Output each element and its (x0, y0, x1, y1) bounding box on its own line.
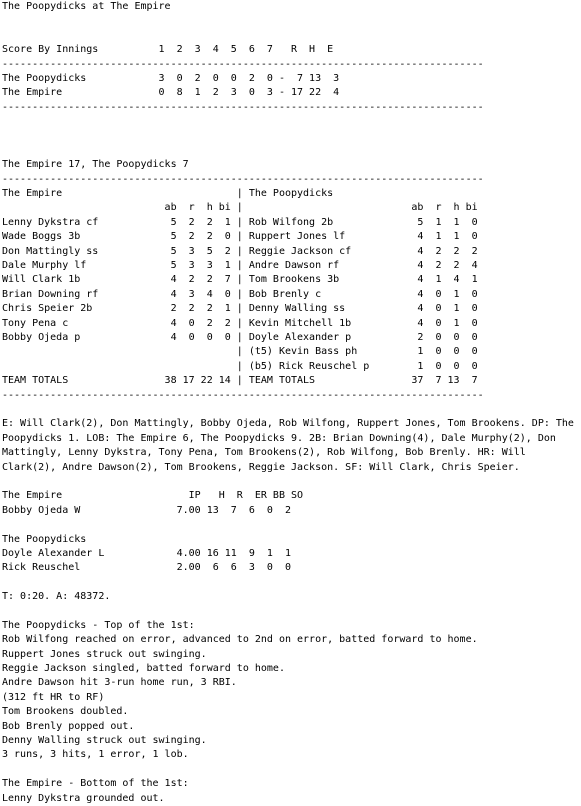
play-line: 3 runs, 3 hits, 1 error, 1 lob. (2, 749, 189, 761)
play-line: Bob Brenly popped out. (2, 720, 135, 732)
inning-header: The Poopydicks - Top of the 1st: (2, 619, 195, 631)
batting-row: Dale Murphy lf 5 3 3 1 | Andre Dawson rf 4 2 2 4 (2, 260, 478, 272)
play-line: Andre Dawson hit 3-run home run, 3 RBI. (2, 677, 237, 689)
box-column-header: ab r h bi | ab r h bi (2, 202, 478, 214)
pitching-row: Bobby Ojeda W 7.00 13 7 6 0 2 (2, 504, 291, 516)
play-line: Lenny Dykstra grounded out. (2, 792, 165, 804)
batting-row: Will Clark 1b 4 2 2 7 | Tom Brookens 3b 4 1 4 1 (2, 274, 478, 286)
batting-row: Lenny Dykstra cf 5 2 2 1 | Rob Wilfong 2b 5 1 1 0 (2, 216, 478, 228)
batting-row: Chris Speier 2b 2 2 2 1 | Denny Walling ss 4 0 1 0 (2, 303, 478, 315)
inning-header: The Empire - Bottom of the 1st: (2, 778, 189, 790)
linescore-row: The Empire 0 8 1 2 3 0 3 - 17 22 4 (2, 87, 340, 99)
divider: -------------------------------------------------------------------------------- (2, 58, 484, 70)
linescore-row: The Poopydicks 3 0 2 0 0 2 0 - 7 13 3 (2, 72, 340, 84)
batting-row: | (b5) Rick Reuschel p 1 0 0 0 (2, 360, 478, 372)
game-title: The Poopydicks at The Empire (2, 1, 171, 12)
batting-row: Tony Pena c 4 0 2 2 | Kevin Mitchell 1b 4 0 1 0 (2, 317, 478, 329)
play-line: Denny Walling struck out swinging. (2, 734, 207, 746)
game-info: T: 0:20. A: 48372. (2, 591, 111, 603)
batting-row: | (t5) Kevin Bass ph 1 0 0 0 (2, 346, 478, 358)
linescore-header: Score By Innings 1 2 3 4 5 6 7 R H E (2, 44, 334, 56)
batting-row: Bobby Ojeda p 4 0 0 0 | Doyle Alexander p 2 0 0 0 (2, 331, 478, 343)
team-totals-row: TEAM TOTALS 38 17 22 14 | TEAM TOTALS 37 7 13 7 (2, 375, 478, 387)
box-team-header: The Empire | The Poopydicks (2, 188, 334, 200)
game-notes: E: Will Clark(2), Don Mattingly, Bobby Ojeda, Rob Wilfong, Ruppert Jones, Tom Brookens. DP: The Poopydicks 1. LOB: The Empire 6, The Poopydicks 9. 2B: Brian Downing(4), Dale Murphy(2), Don Mattingly, Lenny Dykstra, Tony Pena, Tom Brookens(2), Rob Wilfong, Bob Brenly. HR: Will Clark(2), Andre Dawson(2), Tom Brookens, Reggie Jackson. SF: Will Clark, Chris Speier. (2, 418, 574, 473)
pitching-row: Rick Reuschel 2.00 6 6 3 0 0 (2, 562, 291, 574)
play-line: Tom Brookens doubled. (2, 706, 129, 718)
pitching-row: Doyle Alexander L 4.00 16 11 9 1 1 (2, 547, 291, 559)
divider: -------------------------------------------------------------------------------- (2, 101, 484, 113)
batting-row: Wade Boggs 3b 5 2 2 0 | Ruppert Jones lf 4 1 1 0 (2, 231, 478, 243)
play-line: Ruppert Jones struck out swinging. (2, 648, 207, 660)
divider: -------------------------------------------------------------------------------- (2, 173, 484, 185)
batting-row: Brian Downing rf 4 3 4 0 | Bob Brenly c 4 0 1 0 (2, 288, 478, 300)
final-result: The Empire 17, The Poopydicks 7 (2, 159, 189, 171)
pitching-header-away: The Poopydicks (2, 533, 87, 545)
batting-row: Don Mattingly ss 5 3 5 2 | Reggie Jackson cf 4 2 2 2 (2, 245, 478, 257)
divider: -------------------------------------------------------------------------------- (2, 389, 484, 401)
play-line: Rob Wilfong reached on error, advanced to 2nd on error, batted forward to home. (2, 634, 478, 646)
pitching-header-home: The Empire IP H R ER BB SO (2, 490, 304, 502)
play-line: Reggie Jackson singled, batted forward to home. (2, 663, 285, 675)
play-line: (312 ft HR to RF) (2, 691, 105, 703)
